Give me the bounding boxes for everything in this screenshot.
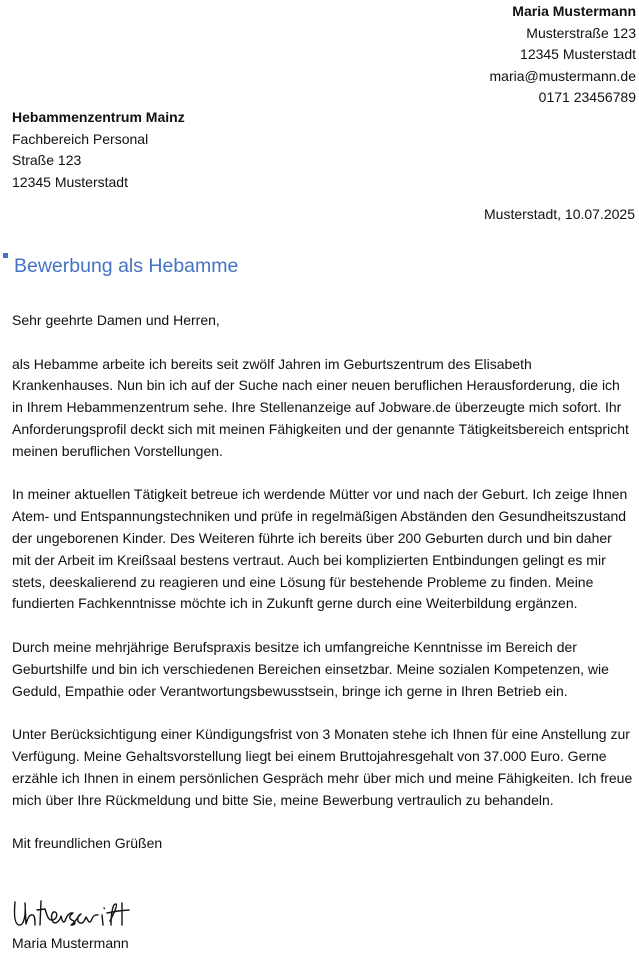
- sender-address: [316, 1, 636, 109]
- sender-email: maria@mustermann.de: [489, 67, 636, 84]
- handwritten-signature: [10, 893, 132, 933]
- sender-city: 12345 Musterstadt: [520, 46, 636, 62]
- body-paragraph: Unter Berücksichtigung einer Kündigungsfrist von 3 Monaten stehe ich Ihnen für eine Anstellung zur Verfügung. Meine Gehaltsvorstellung liegt bei einem Bruttojahresgehalt von 37.000 Euro. Gerne erzähle ich Ihnen in einem persönlichen Gespräch mehr über mich und meine Fähigkeiten. Ich freue mich über Ihre Rückmeldung und bitte Sie, meine Bewerbung vertraulich zu behandeln.: [12, 726, 633, 808]
- recipient-department: Fachbereich Personal: [12, 130, 149, 147]
- subject-marker: [3, 253, 8, 258]
- recipient-organization: Hebammenzentrum Mainz: [12, 109, 185, 125]
- sender-street: Musterstraße 123: [526, 24, 636, 41]
- sender-phone: 0171 23456789: [538, 89, 636, 105]
- signer-name: Maria Mustermann: [12, 935, 129, 951]
- subject-heading: Bewerbung als Hebamme: [14, 255, 239, 277]
- recipient-address: [12, 107, 185, 193]
- recipient-city: 12345 Musterstadt: [12, 173, 128, 190]
- date-line: Musterstadt, 10.07.2025: [484, 206, 635, 222]
- closing: Mit freundlichen Grüßen: [12, 835, 163, 852]
- letter-body: [12, 310, 634, 855]
- sender-name: Maria Mustermann: [512, 3, 636, 19]
- salutation: Sehr geehrte Damen und Herren,: [12, 312, 220, 328]
- recipient-street: Straße 123: [12, 152, 82, 168]
- body-paragraph: Durch meine mehrjährige Berufspraxis besitze ich umfangreiche Kenntnisse im Bereich der Geburtshilfe und bin ich verschiedenen Bereichen einsetzbar. Meine sozialen Kompetenzen, wie Geduld, Empathie oder Verantwortungsbewusstsein, bringe ich gerne in Ihren Betrieb ein.: [12, 638, 609, 699]
- body-paragraph: In meiner aktuellen Tätigkeit betreue ich werdende Mütter vor und nach der Geburt. Ich zeige Ihnen Atem- und Entspannungstechniken und prüfe in regelmäßigen Abständen den Gesundheitszustand der ungeborenen Kinder. Des Weiteren führte ich bereits über 200 Geburten durch und bin daher mit der Arbeit im Kreißsaal bestens vertraut. Auch bei komplizierten Entbindungen gelingt es mir stets, deeskalierend zu reagieren und eine Lösung für bestehende Probleme zu finden. Meine fundierten Fachkenntnisse möchte ich in Zukunft gerne durch eine Weiterbildung ergänzen.: [12, 486, 628, 612]
- body-paragraph: als Hebamme arbeite ich bereits seit zwölf Jahren im Geburtszentrum des Elisabeth Krankenhauses. Nun bin ich auf der Suche nach einer neuen beruflichen Herausforderung, die ich in Ihrem Hebammenzentrum sehe. Ihre Stellenanzeige auf Jobware.de überzeugte mich sofort. Ihr Anforderungsprofil deckt sich mit meinen Fähigkeiten und der genannte Tätigkeitsbereich entspricht meinen beruflichen Vorstellungen.: [12, 355, 629, 459]
